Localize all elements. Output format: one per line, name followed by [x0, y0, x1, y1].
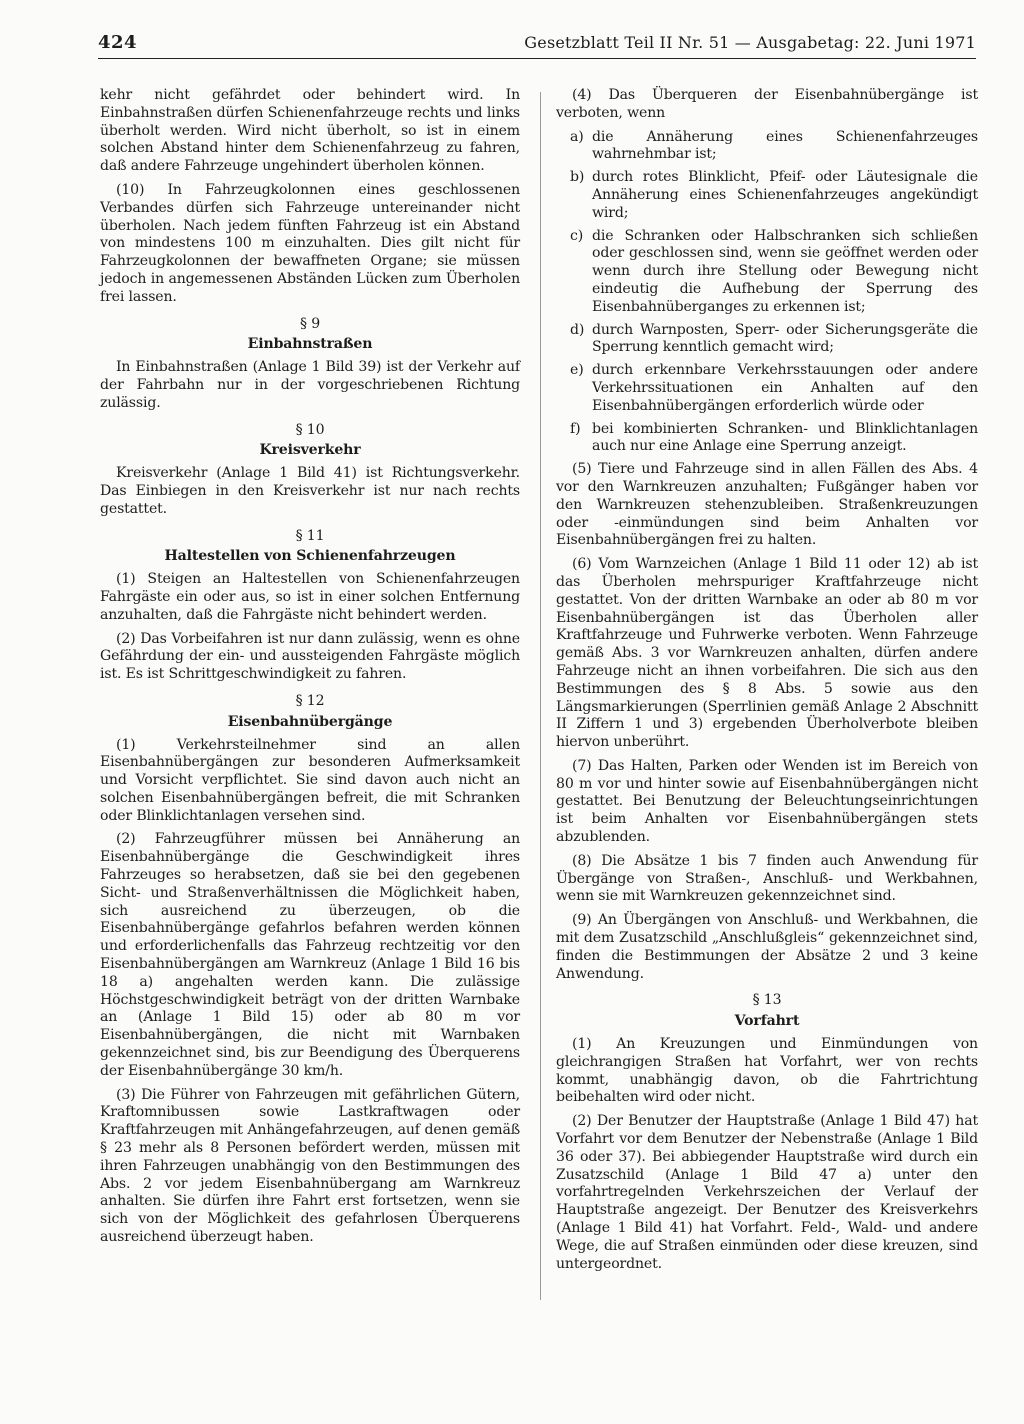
section-9-title: Einbahnstraßen	[247, 336, 373, 353]
section-10-number: § 10	[295, 421, 325, 438]
section-13-paragraph-2: (2) Der Benutzer der Hauptstraße (Anlage 1 Bild 47) hat Vorfahrt vor dem Benutzer der Nebenstraße (Anlage 1 Bild 36 oder 37). Bei abbiegender Hauptstraße wird durch ein Zusatzschild (Anlage 1 Bild 47 a) unter den vorfahrtregelnden Verkehrszeichen der Verlauf der Hauptstraße angezeigt. Der Benutzer des Kreisverkehrs (Anlage 1 Bild 41) hat Vorfahrt. Feld-, Wald- und andere Wege, die auf Straßen einmünden oder diese kreuzen, sind untergeordnet.	[556, 1113, 978, 1272]
section-10-title: Kreisverkehr	[259, 442, 361, 459]
list-label: e)	[570, 362, 584, 379]
section-12-title: Eisenbahnübergänge	[227, 713, 393, 730]
list-label: b)	[570, 169, 585, 186]
list-text: durch rotes Blinklicht, Pfeif- oder Läutesignale die Annäherung eines Schienenfahrzeuges angekündigt wird;	[592, 169, 978, 221]
list-text: bei kombinierten Schranken- und Blinklichtanlagen auch nur eine Anlage eine Sperrung anzeigt.	[592, 420, 978, 455]
section-11-paragraph-2: (2) Das Vorbeifahren ist nur dann zulässig, wenn es ohne Gefährdung der ein- und aussteigenden Fahrgäste möglich ist. Es ist Schrittgeschwindigkeit zu fahren.	[100, 630, 520, 683]
section-12-paragraph-2: (2) Fahrzeugführer müssen bei Annäherung an Eisenbahnübergänge die Geschwindigkeit ihres Fahrzeuges so herabsetzen, daß sie bei den gegebenen Sicht- und Straßenverhältnissen die Möglichkeit haben, sich ausreichend zu überzeugen, ob die Eisenbahnübergänge gefahrlos befahren werden können und erforderlichenfalls das Fahrzeug rechtzeitig vor den Eisenbahnübergängen am Warnkreuz (Anlage 1 Bild 16 bis 18 a) angehalten werden kann. Die zulässige Höchstgeschwindigkeit beträgt von der dritten Warnbake an (Anlage 1 Bild 15) oder ab 80 m vor Eisenbahnübergängen, die nicht mit Warnbaken gekennzeichnet sind, bis zur Beendigung des Überquerens der Eisenbahnübergänge 30 km/h.	[100, 831, 520, 1079]
section-11-paragraph-1: (1) Steigen an Haltestellen von Schienenfahrzeugen Fahrgäste ein oder aus, so ist in einer solchen Entfernung anzuhalten, daß die Fahrgäste nicht behindert werden.	[100, 571, 520, 623]
list-label: d)	[570, 321, 585, 338]
section-13-title: Vorfahrt	[734, 1013, 800, 1030]
paragraph-continuation: kehr nicht gefährdet oder behindert wird. In Einbahnstraßen dürfen Schienenfahrzeuge rechts und links überholt werden. Wird nicht überholt, so ist in einem solchen Abstand hinter dem Schienenfahrzeug zu fahren, daß andere Fahrzeuge ungehindert überholen können.	[100, 87, 520, 175]
list-item-e	[556, 362, 978, 415]
list-text: durch Warnposten, Sperr- oder Sicherungsgeräte die Sperrung kenntlich gemacht wird;	[592, 321, 978, 356]
list-text: die Schranken oder Halbschranken sich schließen oder geschlossen sind, wenn sie geöffnet werden oder wenn durch ihre Stellung oder Bewegung nicht eindeutig die Aufhebung der Sperrung des Eisenbahnüberganges zu erkennen ist;	[592, 227, 978, 315]
list-item-f	[556, 421, 978, 457]
section-12-paragraph-1: (1) Verkehrsteilnehmer sind an allen Eisenbahnübergängen zur besonderen Aufmerksamkeit und Vorsicht verpflichtet. Sie sind davon auch nicht an solchen Eisenbahnübergängen befreit, die mit Schranken oder Blinklichtanlagen versehen sind.	[100, 736, 520, 824]
right-column	[556, 87, 978, 1279]
paragraph-10: (10) In Fahrzeugkolonnen eines geschlossenen Verbandes dürfen sich Fahrzeuge untereinander nicht überholen. Nach jedem fünften Fahrzeug ist ein Abstand von mindestens 100 m einzuhalten. Dies gilt nicht für Fahrzeugkolonnen der bewaffneten Organe; sie müssen jedoch in angemessenen Abständen Lücken zum Überholen frei lassen.	[100, 181, 520, 305]
list-item-c	[556, 228, 978, 317]
column-divider	[540, 92, 541, 1300]
section-13-number: § 13	[752, 992, 782, 1009]
section-9-number: § 9	[299, 315, 321, 332]
section-12-paragraph-6: (6) Vom Warnzeichen (Anlage 1 Bild 11 oder 12) ab ist das Überholen mehrspuriger Kraftfahrzeuge nicht gestattet. Von der dritten Warnbake an oder ab 80 m vor Eisenbahnübergängen ist das Überholen aller Kraftfahrzeuge und Fuhrwerke verboten. Wenn Fahrzeuge gemäß Abs. 3 vor Warnkreuzen anhalten, dürfen andere Fahrzeuge nicht an ihnen vorbeifahren. Die sich aus den Bestimmungen des § 8 Abs. 5 sowie aus den Längsmarkierungen (Sperrlinien gemäß Anlage 2 Abschnitt II Ziffern 1 und 3) ergebenden Überholverbote bleiben hiervon unberührt.	[556, 556, 978, 751]
list-label: c)	[570, 227, 584, 244]
list-label: f)	[570, 420, 581, 437]
page-header	[98, 32, 976, 59]
list-text: die Annäherung eines Schienenfahrzeuges wahrnehmbar ist;	[592, 128, 978, 163]
section-12-paragraph-7: (7) Das Halten, Parken oder Wenden ist im Bereich von 80 m vor und hinter sowie auf Eisenbahnübergängen nicht gestattet. Bei Benutzung der Beleuchtungseinrichtungen ist beim Anhalten vor Eisenbahnübergängen stets abzublenden.	[556, 757, 978, 846]
section-12-paragraph-8: (8) Die Absätze 1 bis 7 finden auch Anwendung für Übergänge von Straßen-, Anschluß- und Werkbahnen, wenn sie mit Warnkreuzen gekennzeichnet sind.	[556, 852, 978, 905]
section-12-paragraph-5: (5) Tiere und Fahrzeuge sind in allen Fällen des Abs. 4 vor den Warnkreuzen anzuhalten; Fußgänger haben vor den Warnkreuzen stehenzubleiben. Straßenkreuzungen oder -einmündungen sind beim Anhalten vor Eisenbahnübergängen frei zu halten.	[556, 461, 978, 549]
section-12-paragraph-4: (4) Das Überqueren der Eisenbahnübergänge ist verboten, wenn	[556, 87, 978, 121]
section-11-number: § 11	[295, 527, 325, 544]
list-item-b	[556, 169, 978, 222]
left-column	[100, 87, 520, 1253]
section-10-text: Kreisverkehr (Anlage 1 Bild 41) ist Richtungsverkehr. Das Einbiegen in den Kreisverkehr ist nur nach rechts gestattet.	[100, 465, 520, 517]
section-12-number: § 12	[295, 692, 325, 709]
list-item-a	[556, 129, 978, 165]
section-11-title: Haltestellen von Schienenfahrzeugen	[164, 548, 456, 565]
page-number: 424	[98, 32, 138, 53]
list-item-d	[556, 322, 978, 358]
list-text: durch erkennbare Verkehrsstauungen oder andere Verkehrssituationen ein Anhalten auf den Eisenbahnübergängen erforderlich würde oder	[592, 362, 978, 414]
section-13-paragraph-1: (1) An Kreuzungen und Einmündungen von gleichrangigen Straßen hat Vorfahrt, wer von rechts kommt, unabhängig davon, ob die Fahrtrichtung beibehalten wird oder nicht.	[556, 1036, 978, 1106]
section-12-paragraph-9: (9) An Übergängen von Anschluß- und Werkbahnen, die mit dem Zusatzschild „Anschlußgleis“ gekennzeichnet sind, finden die Bestimmungen der Absätze 2 und 3 keine Anwendung.	[556, 912, 978, 982]
section-9-text: In Einbahnstraßen (Anlage 1 Bild 39) ist der Verkehr auf der Fahrbahn nur in der vorgeschriebenen Richtung zulässig.	[100, 359, 520, 411]
list-label: a)	[570, 128, 584, 145]
section-12-paragraph-3: (3) Die Führer von Fahrzeugen mit gefährlichen Gütern, Kraftomnibussen sowie Lastkraftwagen oder Kraftfahrzeugen mit Anhängefahrzeugen, auf denen gemäß § 23 mehr als 8 Personen befördert werden, müssen mit ihren Fahrzeugen unabhängig von den Bestimmungen des Abs. 2 vor jedem Eisenbahnübergang am Warnkreuz anhalten. Sie dürfen ihre Fahrt erst fortsetzen, wenn sie sich von der Möglichkeit des gefahrlosen Überquerens ausreichend überzeugt haben.	[100, 1086, 520, 1246]
running-title: Gesetzblatt Teil II Nr. 51 — Ausgabetag: 22. Juni 1971	[524, 33, 976, 52]
